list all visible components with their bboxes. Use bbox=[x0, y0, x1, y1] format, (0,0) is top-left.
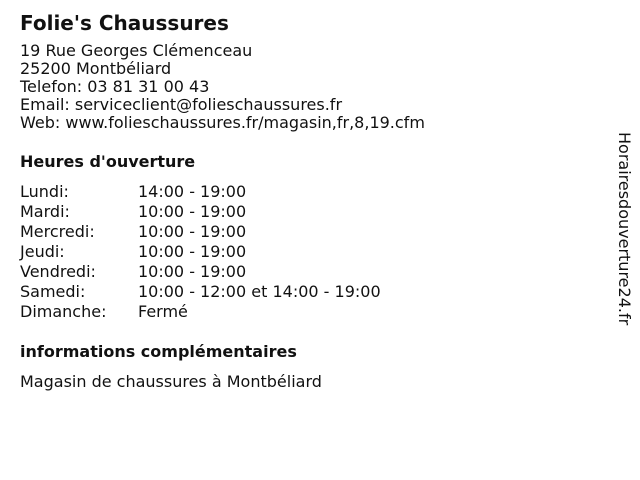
info-heading: informations complémentaires bbox=[20, 342, 297, 361]
day-label: Dimanche: bbox=[20, 302, 107, 321]
hours-row-tuesday bbox=[20, 202, 610, 222]
time-value: 10:00 - 19:00 bbox=[138, 262, 247, 281]
day-label: Mercredi: bbox=[20, 222, 95, 241]
time-value: 10:00 - 12:00 et 14:00 - 19:00 bbox=[138, 282, 381, 301]
day-label: Samedi: bbox=[20, 282, 86, 301]
day-label: Jeudi: bbox=[20, 242, 65, 261]
hours-row-sunday bbox=[20, 302, 610, 322]
time-value: 14:00 - 19:00 bbox=[138, 182, 247, 201]
day-label: Lundi: bbox=[20, 182, 69, 201]
hours-table bbox=[20, 182, 610, 322]
address-street: 19 Rue Georges Clémenceau bbox=[20, 41, 253, 60]
time-value: 10:00 - 19:00 bbox=[138, 202, 247, 221]
web-line: Web: www.folieschaussures.fr/magasin,fr,8,19.cfm bbox=[20, 113, 425, 132]
phone-line: Telefon: 03 81 31 00 43 bbox=[20, 77, 210, 96]
brand-watermark: Horairesdouverture24.fr bbox=[615, 132, 634, 326]
address-city: 25200 Montbéliard bbox=[20, 59, 172, 78]
email-line: Email: serviceclient@folieschaussures.fr bbox=[20, 95, 343, 114]
day-label: Mardi: bbox=[20, 202, 70, 221]
hours-row-monday bbox=[20, 182, 610, 202]
hours-row-friday bbox=[20, 262, 610, 282]
hours-heading: Heures d'ouverture bbox=[20, 152, 196, 171]
day-label: Vendredi: bbox=[20, 262, 96, 281]
contact-block bbox=[20, 42, 610, 132]
time-value: 10:00 - 19:00 bbox=[138, 222, 247, 241]
time-value: 10:00 - 19:00 bbox=[138, 242, 247, 261]
hours-row-wednesday bbox=[20, 222, 610, 242]
store-name: Folie's Chaussures bbox=[20, 11, 229, 35]
time-value: Fermé bbox=[138, 302, 188, 321]
store-card bbox=[20, 10, 610, 392]
hours-row-thursday bbox=[20, 242, 610, 262]
hours-row-saturday bbox=[20, 282, 610, 302]
info-text: Magasin de chaussures à Montbéliard bbox=[20, 372, 322, 391]
